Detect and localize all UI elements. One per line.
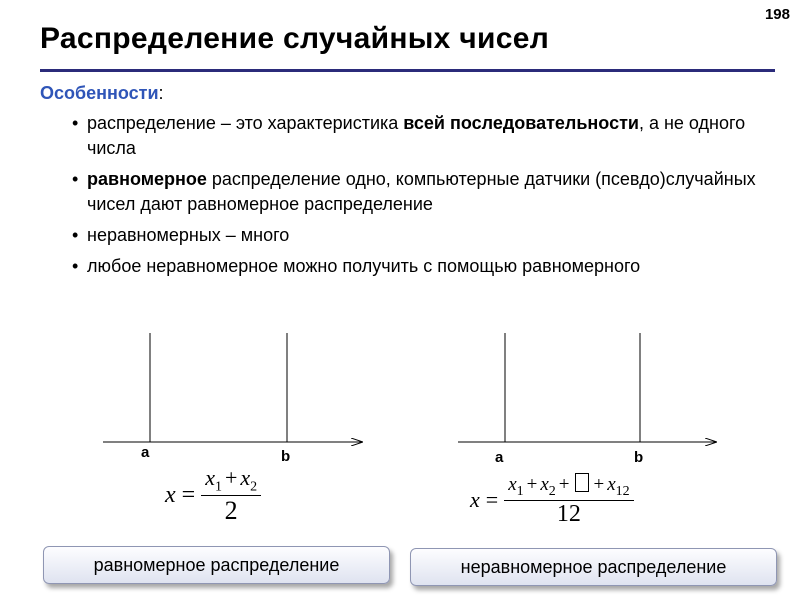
formula-denominator: 12 [556, 500, 581, 527]
section-heading-colon: : [158, 83, 164, 103]
bullet-1-bold-1: всей последовательности [403, 113, 639, 133]
formula-fraction [504, 473, 633, 528]
bullet-1-text-1: распределение – это характеристика [87, 113, 404, 133]
bullet-1-text-2: , а не одного числа [87, 113, 746, 158]
slide-title: Распределение случайных чисел [40, 22, 550, 55]
formula-numerator: $x_1 + x_2$ + + $x_{12}$ [508, 474, 630, 499]
nonuniform-distribution-callout: неравномерное распределение [410, 548, 777, 586]
bullet-2-text-1: распределение одно, компьютерные датчики (псевдо)случайных чисел дают равномерное распределение [87, 169, 756, 214]
section-heading-label: Особенности [40, 83, 159, 103]
slide-number: 198 [764, 6, 790, 23]
right-label-b: b [634, 449, 644, 466]
bullet-3-text-1: неравномерных – много [87, 225, 290, 245]
left-label-a: a [141, 444, 150, 461]
nonuniform-formula [470, 473, 634, 528]
uniform-distribution-callout: равномерное распределение [43, 546, 390, 584]
uniform-formula [165, 465, 261, 526]
bullet-2-bold-1: равномерное [87, 169, 207, 189]
formula-equals: = [485, 487, 499, 513]
formula-numerator: $x_1 + x_2$ [205, 465, 258, 495]
formula-lhs: x [470, 487, 480, 513]
right-label-a: a [495, 449, 504, 466]
formula-equals: = [181, 482, 196, 509]
formula-denominator: 2 [224, 496, 238, 526]
bullet-4-text-1: любое неравномерное можно получить с помощью равномерного [87, 256, 641, 276]
formula-lhs: x [165, 482, 176, 509]
ellipsis-placeholder-icon [575, 473, 589, 492]
left-label-b: b [281, 448, 291, 465]
formula-fraction [201, 465, 261, 526]
